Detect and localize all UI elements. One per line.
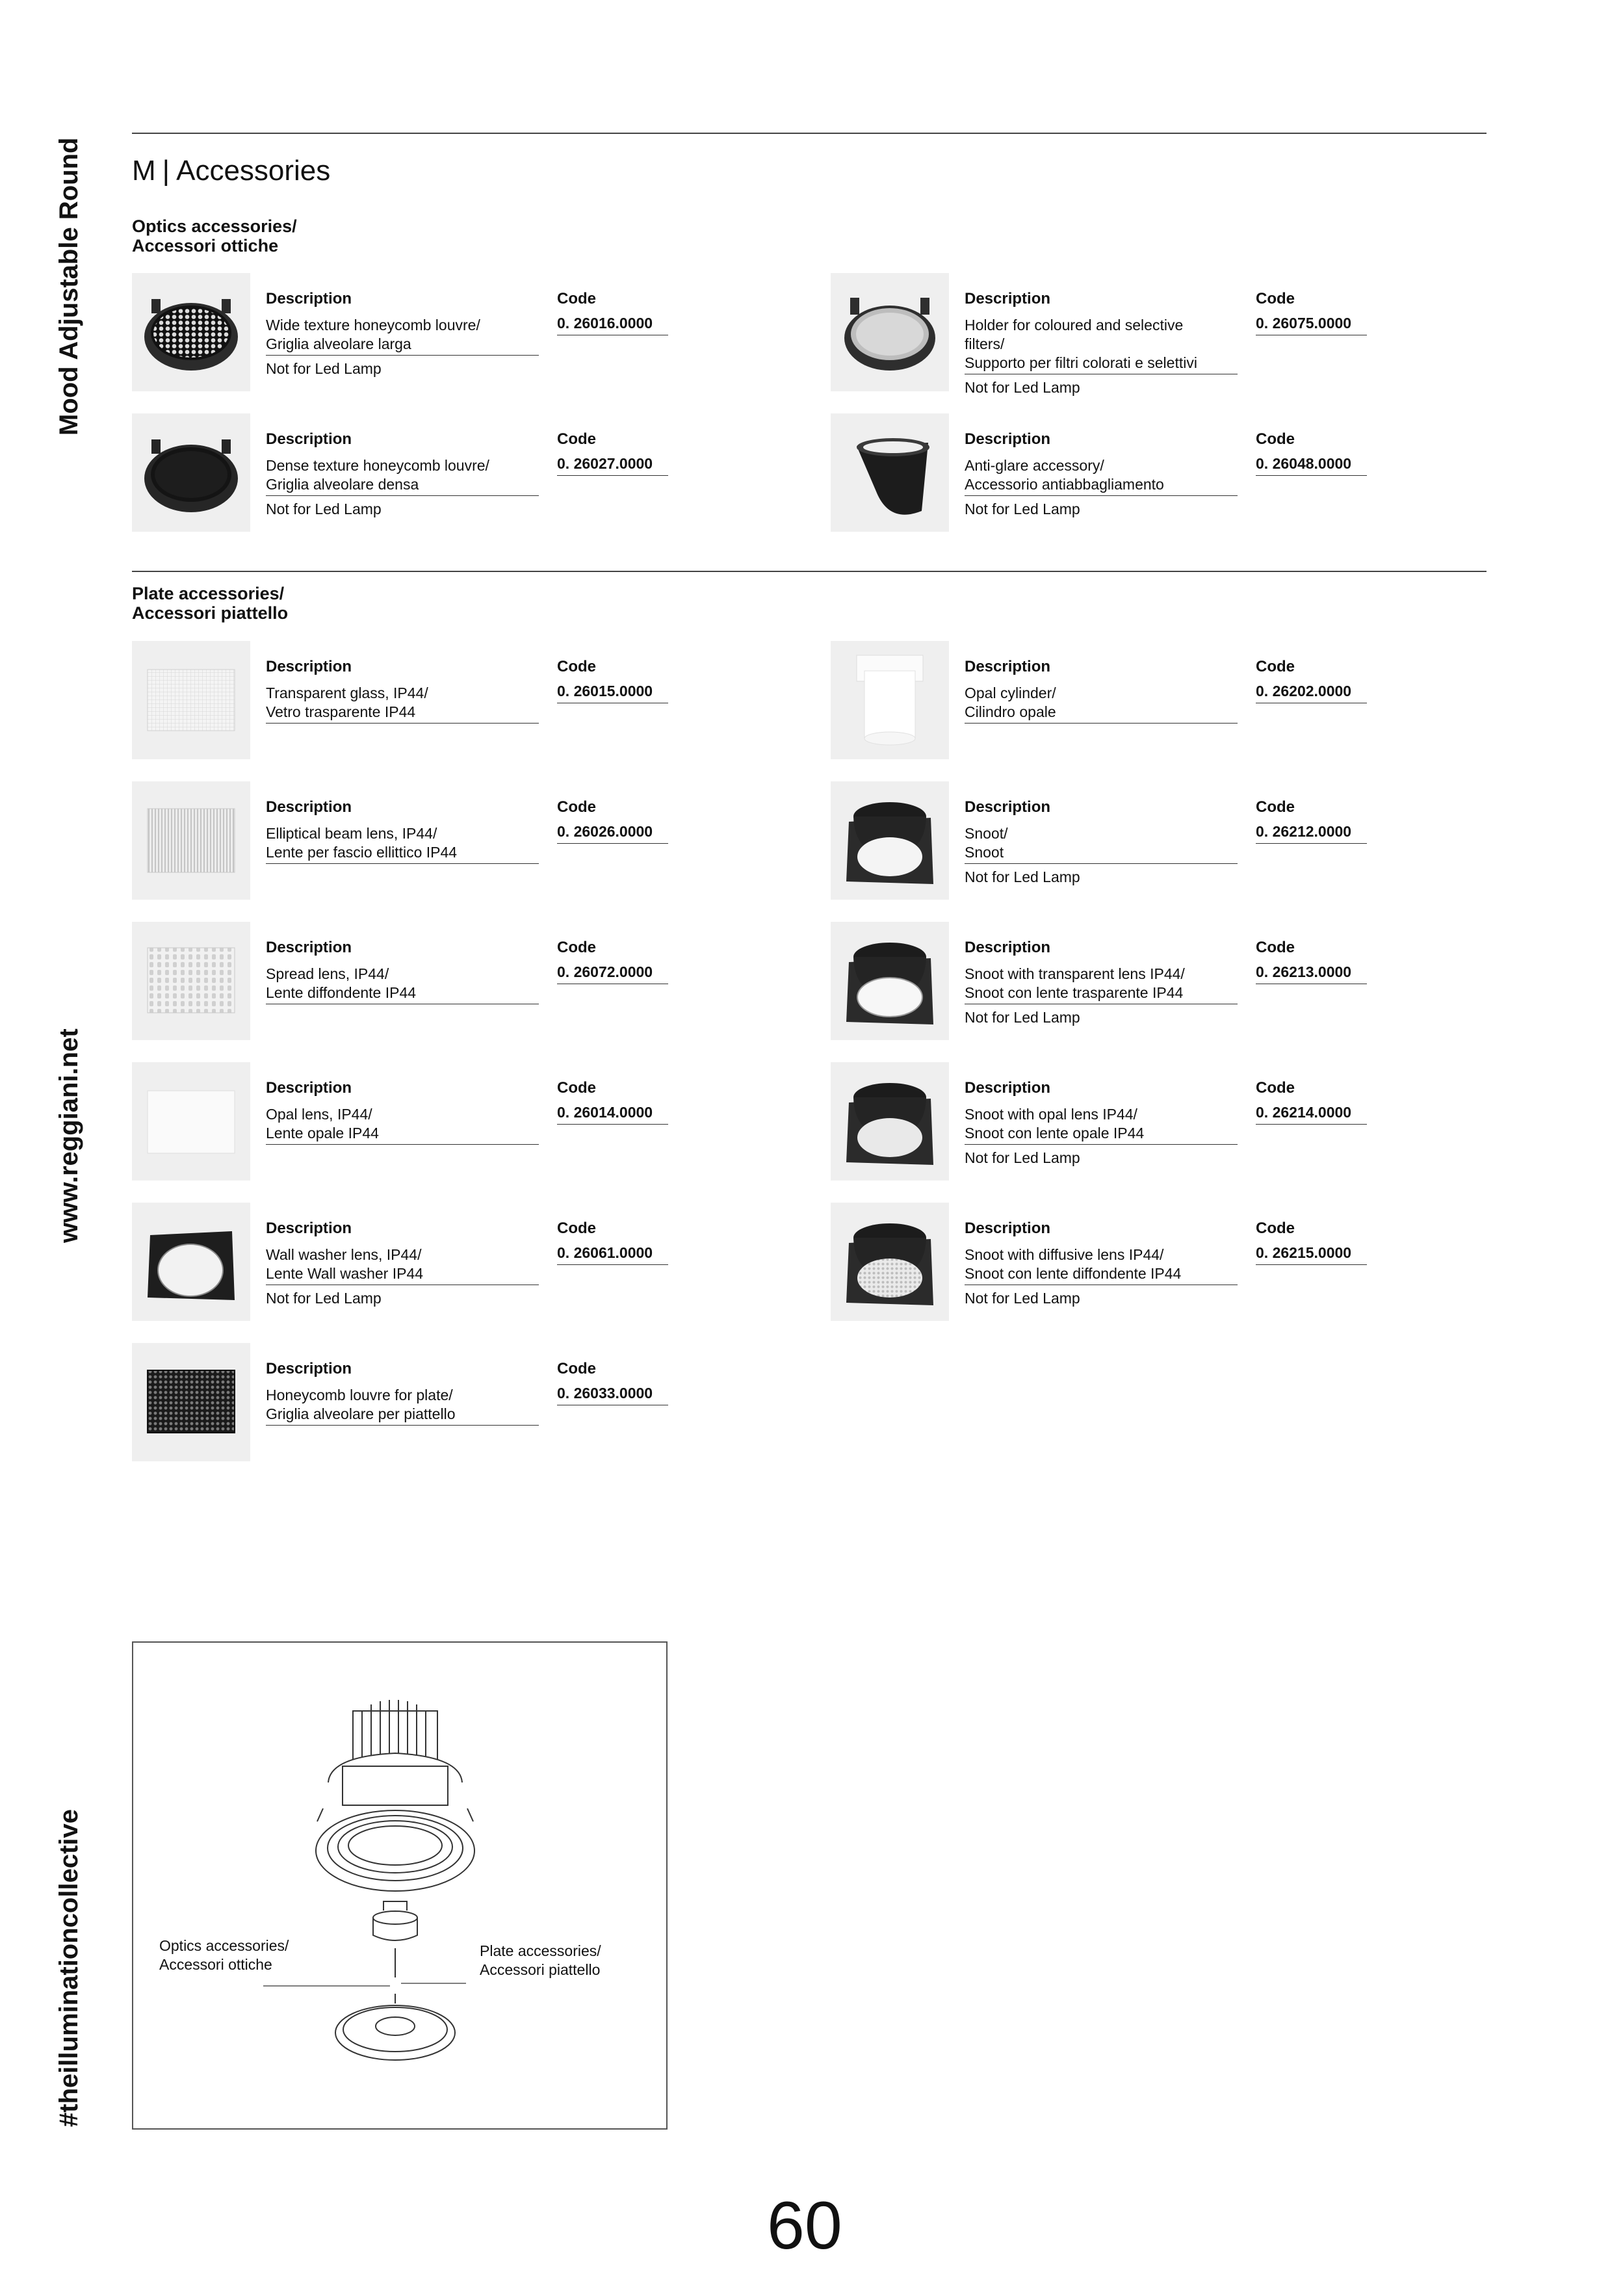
elliptical-lens-icon bbox=[132, 781, 250, 900]
description-label: Description bbox=[965, 798, 1051, 816]
item-code: 0. 26214.0000 bbox=[1256, 1104, 1367, 1125]
item-description: Transparent glass, IP44/ Vetro trasparente IP44 bbox=[266, 684, 539, 727]
sidebar-product-name: Mood Adjustable Round bbox=[55, 137, 83, 436]
exploded-diagram bbox=[132, 1641, 668, 2130]
item-code: 0. 26033.0000 bbox=[557, 1385, 668, 1405]
item-note: Not for Led Lamp bbox=[965, 379, 1080, 396]
product-item bbox=[132, 273, 834, 391]
description-label: Description bbox=[266, 939, 352, 956]
title-separator: | bbox=[162, 155, 170, 187]
product-item bbox=[132, 1203, 834, 1321]
snoot-transparent-icon bbox=[831, 922, 949, 1040]
code-label: Code bbox=[1256, 290, 1295, 307]
item-code: 0. 26015.0000 bbox=[557, 683, 668, 703]
sidebar-hashtag: #theilluminationcollective bbox=[55, 1808, 83, 2127]
snoot-icon bbox=[831, 781, 949, 900]
filter-holder-icon bbox=[831, 273, 949, 391]
item-code: 0. 26027.0000 bbox=[557, 455, 668, 476]
opal-cylinder-icon bbox=[831, 641, 949, 759]
honeycomb-plate-icon bbox=[132, 1343, 250, 1461]
code-label: Code bbox=[557, 290, 596, 307]
item-description: Wall washer lens, IP44/ Lente Wall washer IP44 Not for Led Lamp bbox=[266, 1246, 539, 1308]
code-label: Code bbox=[557, 430, 596, 448]
top-divider bbox=[132, 133, 1487, 134]
product-item bbox=[831, 922, 1533, 1040]
item-code: 0. 26016.0000 bbox=[557, 315, 668, 335]
code-label: Code bbox=[557, 658, 596, 675]
code-label: Code bbox=[1256, 658, 1295, 675]
product-item bbox=[831, 273, 1533, 396]
section-title-text: Accessories bbox=[176, 155, 331, 187]
transparent-glass-icon bbox=[132, 641, 250, 759]
code-label: Code bbox=[557, 1079, 596, 1097]
product-item bbox=[831, 641, 1533, 759]
item-note: Not for Led Lamp bbox=[266, 360, 382, 377]
code-label: Code bbox=[1256, 1220, 1295, 1237]
product-item bbox=[831, 1203, 1533, 1321]
description-label: Description bbox=[965, 658, 1051, 675]
description-label: Description bbox=[266, 430, 352, 448]
item-description: Anti-glare accessory/ Accessorio antiabbagliamento Not for Led Lamp bbox=[965, 456, 1238, 519]
product-item bbox=[132, 1343, 834, 1461]
item-description: Snoot/ Snoot Not for Led Lamp bbox=[965, 824, 1238, 887]
dense-honeycomb-icon bbox=[132, 413, 250, 532]
item-description: Spread lens, IP44/ Lente diffondente IP44 bbox=[266, 965, 539, 1008]
item-note: Not for Led Lamp bbox=[965, 868, 1080, 885]
item-note: Not for Led Lamp bbox=[965, 1009, 1080, 1026]
item-note: Not for Led Lamp bbox=[965, 1149, 1080, 1166]
item-code: 0. 26061.0000 bbox=[557, 1244, 668, 1265]
description-label: Description bbox=[266, 1360, 352, 1377]
plate-heading: Plate accessories/ Accessori piattello bbox=[132, 584, 289, 623]
description-label: Description bbox=[965, 1079, 1051, 1097]
product-item bbox=[132, 413, 834, 532]
item-description: Snoot with opal lens IP44/ Snoot con lente opale IP44 Not for Led Lamp bbox=[965, 1105, 1238, 1168]
wall-washer-icon bbox=[132, 1203, 250, 1321]
product-item bbox=[132, 1062, 834, 1181]
item-description: Opal cylinder/ Cilindro opale bbox=[965, 684, 1238, 727]
description-label: Description bbox=[266, 1079, 352, 1097]
product-item bbox=[831, 413, 1533, 532]
plate-divider bbox=[132, 571, 1487, 572]
description-label: Description bbox=[965, 939, 1051, 956]
product-item bbox=[831, 781, 1533, 900]
item-note: Not for Led Lamp bbox=[266, 1290, 382, 1307]
code-label: Code bbox=[557, 939, 596, 956]
item-code: 0. 26072.0000 bbox=[557, 963, 668, 984]
honeycomb-ring-icon bbox=[132, 273, 250, 391]
snoot-diffusive-icon bbox=[831, 1203, 949, 1321]
item-description: Opal lens, IP44/ Lente opale IP44 bbox=[266, 1105, 539, 1149]
section-letter: M bbox=[132, 155, 156, 187]
code-label: Code bbox=[1256, 939, 1295, 956]
opal-lens-icon bbox=[132, 1062, 250, 1181]
item-description: Elliptical beam lens, IP44/ Lente per fascio ellittico IP44 bbox=[266, 824, 539, 868]
spread-lens-icon bbox=[132, 922, 250, 1040]
item-description: Holder for coloured and selective filters/ Supporto per filtri colorati e selettivi Not for Led Lamp bbox=[965, 316, 1238, 397]
description-label: Description bbox=[266, 658, 352, 675]
code-label: Code bbox=[557, 1220, 596, 1237]
item-note: Not for Led Lamp bbox=[965, 501, 1080, 517]
code-label: Code bbox=[557, 798, 596, 816]
item-description: Honeycomb louvre for plate/ Griglia alveolare per piattello bbox=[266, 1386, 539, 1429]
anti-glare-icon bbox=[831, 413, 949, 532]
snoot-opal-icon bbox=[831, 1062, 949, 1181]
description-label: Description bbox=[965, 290, 1051, 307]
code-label: Code bbox=[557, 1360, 596, 1377]
description-label: Description bbox=[266, 290, 352, 307]
item-code: 0. 26026.0000 bbox=[557, 823, 668, 844]
item-note: Not for Led Lamp bbox=[965, 1290, 1080, 1307]
diagram-plate-label: Plate accessories/ Accessori piattello bbox=[480, 1942, 601, 1978]
item-description: Snoot with transparent lens IP44/ Snoot con lente trasparente IP44 Not for Led Lamp bbox=[965, 965, 1238, 1027]
product-item bbox=[831, 1062, 1533, 1181]
item-code: 0. 26075.0000 bbox=[1256, 315, 1367, 335]
code-label: Code bbox=[1256, 1079, 1295, 1097]
diagram-optics-label: Optics accessories/ Accessori ottiche bbox=[159, 1937, 289, 1973]
item-code: 0. 26212.0000 bbox=[1256, 823, 1367, 844]
page-number: 60 bbox=[767, 2188, 842, 2263]
optics-heading: Optics accessories/ Accessori ottiche bbox=[132, 216, 297, 255]
item-code: 0. 26215.0000 bbox=[1256, 1244, 1367, 1265]
item-note: Not for Led Lamp bbox=[266, 501, 382, 517]
item-code: 0. 26213.0000 bbox=[1256, 963, 1367, 984]
code-label: Code bbox=[1256, 430, 1295, 448]
description-label: Description bbox=[266, 1220, 352, 1237]
item-code: 0. 26048.0000 bbox=[1256, 455, 1367, 476]
sidebar-website[interactable]: www.reggiani.net bbox=[55, 1028, 83, 1243]
description-label: Description bbox=[965, 430, 1051, 448]
product-item bbox=[132, 922, 834, 1040]
description-label: Description bbox=[266, 798, 352, 816]
code-label: Code bbox=[1256, 798, 1295, 816]
item-description: Snoot with diffusive lens IP44/ Snoot con lente diffondente IP44 Not for Led Lamp bbox=[965, 1246, 1238, 1308]
item-code: 0. 26014.0000 bbox=[557, 1104, 668, 1125]
item-description: Dense texture honeycomb louvre/ Griglia alveolare densa Not for Led Lamp bbox=[266, 456, 539, 519]
item-code: 0. 26202.0000 bbox=[1256, 683, 1367, 703]
product-item bbox=[132, 641, 834, 759]
page-title bbox=[132, 155, 330, 187]
description-label: Description bbox=[965, 1220, 1051, 1237]
luminaire-exploded-illustration bbox=[133, 1643, 666, 2128]
item-description: Wide texture honeycomb louvre/ Griglia alveolare larga Not for Led Lamp bbox=[266, 316, 539, 378]
product-item bbox=[132, 781, 834, 900]
